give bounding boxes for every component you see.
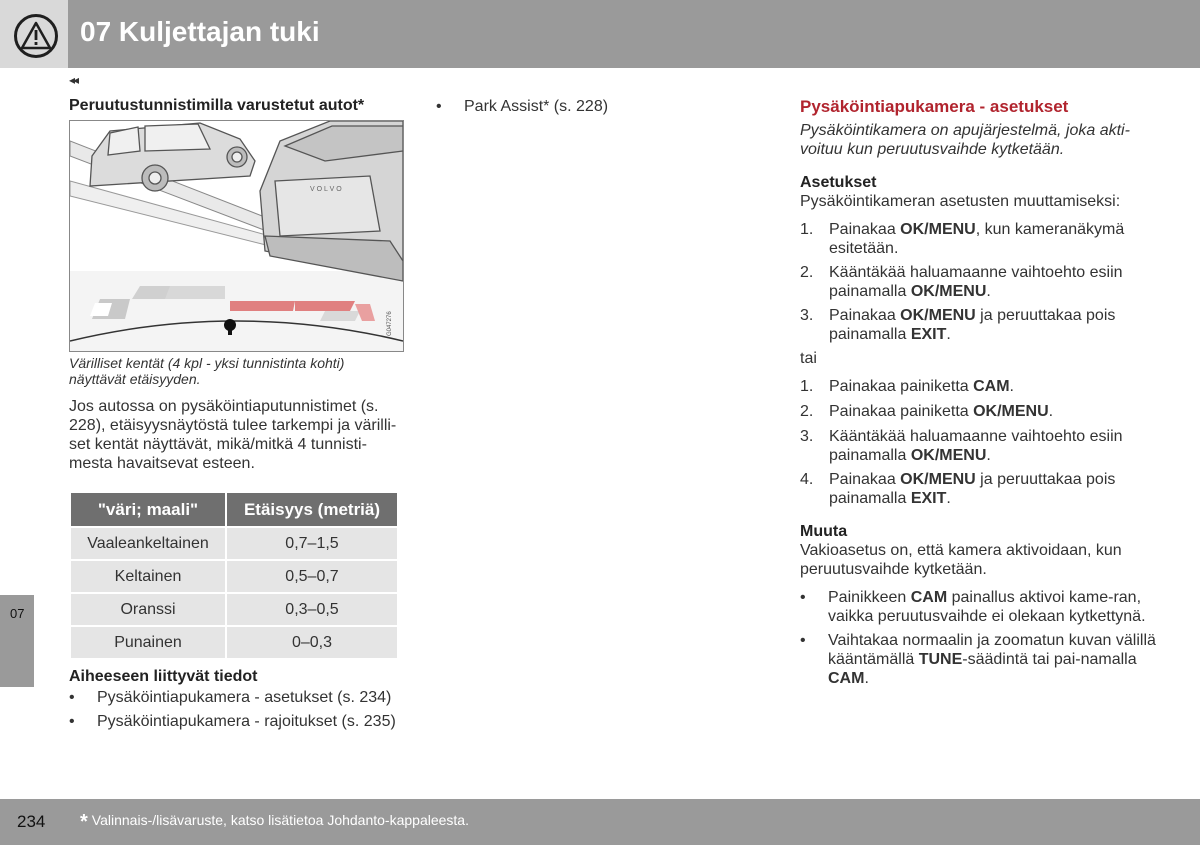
table-cell: Vaaleankeltainen <box>70 527 226 560</box>
bullet-icon: • <box>800 632 806 649</box>
chapter-side-tab <box>0 595 34 687</box>
list-item: • Vaihtakaa normaalin ja zoomatun kuvan välillä kääntämällä TUNE-säädintä tai pai-namalla CAM. <box>800 632 1156 687</box>
table-cell: 0–0,3 <box>226 626 398 659</box>
table-row <box>70 626 398 659</box>
list-item: 3. Painakaa OK/MENU ja peruuttakaa pois painamalla EXIT. <box>800 307 1116 343</box>
sensor-paragraph: Jos autossa on pysäköintiaputunnistimet (s. 228), etäisyysnäytöstä tulee tarkempi ja värilli-set kentät näyttävät, mikä/mitkä 4 tunnisti-mesta havaitsevat esteen. <box>69 398 397 472</box>
bullet-icon: • <box>69 713 75 730</box>
chapter-title: 07 Kuljettajan tuki <box>80 16 320 47</box>
other-text: Vakioasetus on, että kamera aktivoidaan, kun peruutusvaihde kytketään. <box>800 542 1122 578</box>
asterisk-icon: * <box>80 811 88 833</box>
list-item: 4. Painakaa OK/MENU ja peruuttakaa pois painamalla EXIT. <box>800 471 1116 507</box>
table-cell: Oranssi <box>70 593 226 626</box>
table-header-distance: Etäisyys (metriä) <box>226 492 398 527</box>
page-number: 234 <box>17 812 46 831</box>
list-item: 3. Kääntäkää haluamaanne vaihtoehto esiin painamalla OK/MENU. <box>800 428 1123 464</box>
footnote-text: Valinnais-/lisävaruste, katso lisätietoa Johdanto-kappaleesta. <box>91 812 469 828</box>
list-item: • Painikkeen CAM painallus aktivoi kame-ran, vaikka peruutusvaihde ei olekaan kytkettynä. <box>800 589 1146 625</box>
related-link[interactable] <box>69 688 399 707</box>
bullet-icon: • <box>436 98 442 115</box>
table-header-color: "väri; maali" <box>70 492 226 527</box>
page-footer <box>0 799 1200 845</box>
parking-camera-illustration <box>69 120 404 352</box>
related-link-text[interactable]: Park Assist* (s. 228) <box>464 98 609 115</box>
footnote <box>80 811 469 834</box>
section-heading-sensors: Peruutustunnistimilla varustetut autot* <box>69 97 365 114</box>
settings-heading: Asetukset <box>800 174 877 191</box>
warning-triangle-icon <box>14 14 58 58</box>
illustration-caption: Värilliset kentät (4 kpl - yksi tunnistinta kohti) näyttävät etäisyyden. <box>69 355 345 387</box>
table-row <box>70 560 398 593</box>
settings-intro: Pysäköintikameran asetusten muuttamiseksi: <box>800 193 1121 210</box>
or-text: tai <box>800 350 817 367</box>
table-row <box>70 593 398 626</box>
related-heading: Aiheeseen liittyvät tiedot <box>69 668 258 685</box>
list-item: 2. Painakaa painiketta OK/MENU. <box>800 403 1054 420</box>
chapter-number: 07 <box>10 606 25 621</box>
related-link-text[interactable]: Pysäköintiapukamera - rajoitukset (s. 235) <box>97 713 396 730</box>
related-link[interactable] <box>436 97 736 116</box>
section-heading-camera-settings: Pysäköintiapukamera - asetukset <box>800 97 1069 116</box>
table-cell: 0,7–1,5 <box>226 527 398 560</box>
image-code: G047276 <box>387 311 393 336</box>
page-number-box <box>0 799 68 845</box>
table-row <box>70 527 398 560</box>
chapter-header <box>0 0 1200 68</box>
table-cell: Keltainen <box>70 560 226 593</box>
list-item: 1. Painakaa OK/MENU, kun kameranäkymä esitetään. <box>800 221 1125 257</box>
continued-arrows-icon: ◂◂ <box>69 73 78 87</box>
table-cell: 0,5–0,7 <box>226 560 398 593</box>
bullet-icon: • <box>69 689 75 706</box>
parked-car-left <box>90 123 255 191</box>
related-link[interactable] <box>69 712 397 731</box>
list-item: 1. Painakaa painiketta CAM. <box>800 378 1014 395</box>
section-intro: Pysäköintikamera on apujärjestelmä, joka akti-voituu kun peruutusvaihde kytketään. <box>800 122 1130 158</box>
header-icon-box <box>0 0 68 68</box>
other-heading: Muuta <box>800 523 848 540</box>
svg-text:V O L V O: V O L V O <box>310 186 342 193</box>
related-link-text[interactable]: Pysäköintiapukamera - asetukset (s. 234) <box>97 689 392 706</box>
table-cell: Punainen <box>70 626 226 659</box>
table-cell: 0,3–0,5 <box>226 593 398 626</box>
distance-table <box>69 491 399 660</box>
list-item: 2. Kääntäkää haluamaanne vaihtoehto esiin painamalla OK/MENU. <box>800 264 1123 300</box>
bullet-icon: • <box>800 589 806 606</box>
parked-car-right <box>260 121 403 281</box>
